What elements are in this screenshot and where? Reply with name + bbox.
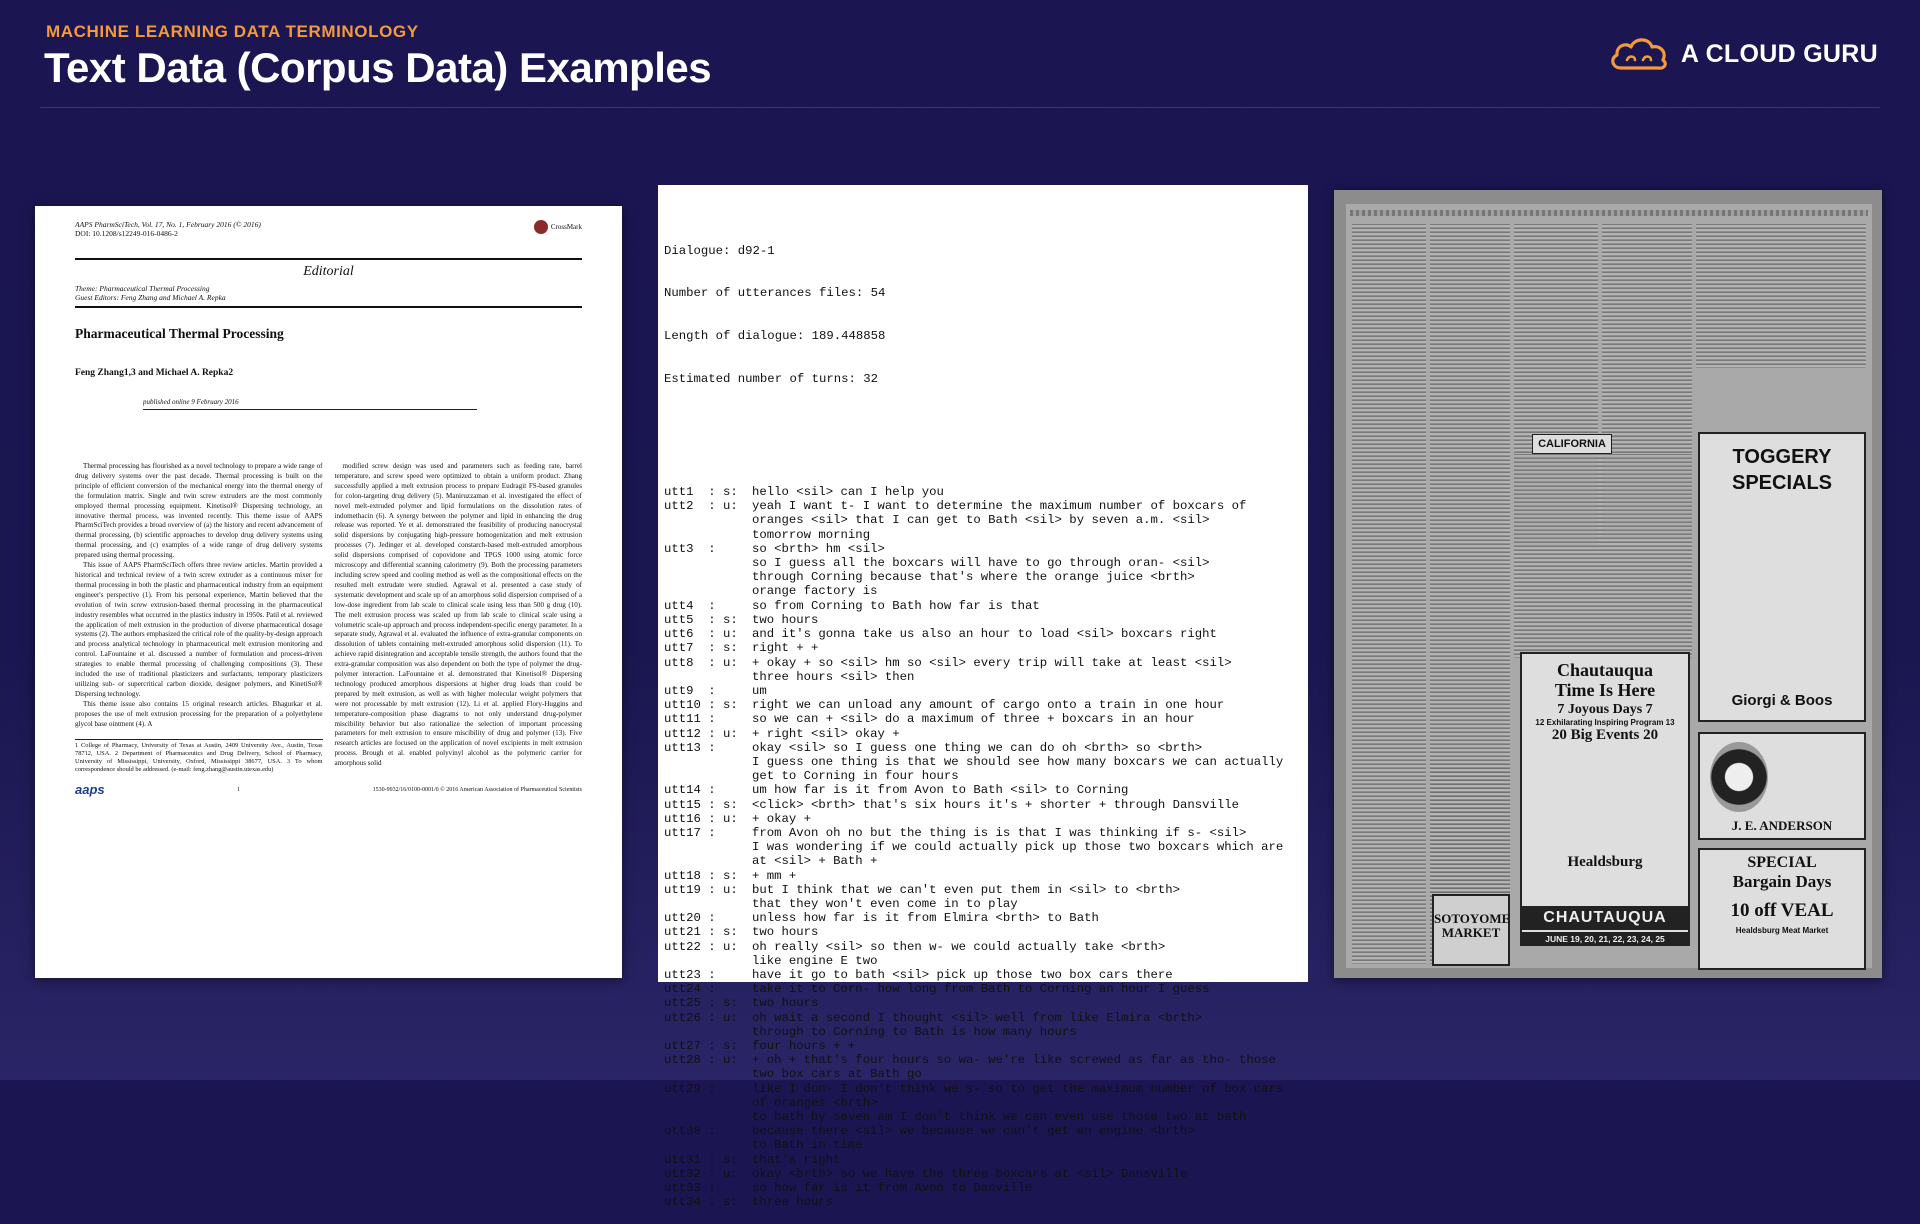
utterance-row (664, 982, 1302, 996)
utterance-speaker: utt25 : s: (664, 996, 738, 1011)
utterance-row (664, 599, 1302, 613)
paper-title: Pharmaceutical Thermal Processing (75, 326, 284, 341)
utterance-text: two hours (752, 996, 819, 1011)
utterance-text: so <brth> hm <sil> so I guess all the boxcars will have to go through oran- <sil> through Corning because that's where the orange juice <brth> orange factory is (752, 541, 1210, 599)
utterance-row (664, 911, 1302, 925)
theme-line: Theme: Pharmaceutical Thermal Processing (75, 284, 210, 293)
utterance-row (664, 1053, 1302, 1081)
crossmark-label: CrossMark (550, 223, 582, 231)
header-divider (40, 107, 1880, 108)
utterance-text: + right <sil> okay + (752, 726, 900, 741)
utterance-row (664, 1153, 1302, 1167)
paper-column-left (75, 462, 323, 774)
paper-authors: Feng Zhang1,3 and Michael A. Repka2 (75, 368, 234, 378)
utterance-speaker: utt24 : (664, 982, 716, 997)
utterance-text: um (752, 683, 767, 698)
utterance-text: oh really <sil> so then w- we could actually take <brth> like engine E two (752, 939, 1166, 968)
chautauqua-banner: CHAUTAUQUA (1522, 906, 1688, 930)
paragraph: This issue of AAPS PharmSciTech offers three review articles. Martin provided a historical and technical review of a twin screw extruder as a continuous mixer for thermal processing in both the plastic and pharmaceutical industry from an equipment engineer's perspective (1). From his personal experience, Martin believed that the evolution of twin screw extrusion-based thermal processing in the pharmaceutical industry resembles what occurred in the plastics industry in 1950s. Patil et al. reviewed the application of melt extrusion in the production of diverse pharmaceutical dosage systems (2). The authors emphasized the critical role of the quality-by-design approach and process analytical technology in pharmaceutical melt extrusion monitoring and control. LaFountaine et al. discussed a number of formulation and process-driven strategies to enable thermal processing of challenging compositions (3). These included the use of traditional plasticizers and surfactants, temporary plasticizers utilizing sub- or supercritical carbon dioxide, designer polymers, and KinetiSol® Dispersing technology. (75, 561, 323, 698)
utterance-text: three hours (752, 1195, 834, 1210)
paper-column-right (335, 462, 583, 774)
bargain-days-heading: Bargain Days (1732, 872, 1832, 891)
utterance-speaker: utt12 : u: (664, 726, 738, 741)
utterance-row (664, 783, 1302, 797)
dialogue-meta (664, 215, 1302, 414)
utterance-text: oh wait a second I thought <sil> well from like Elmira <brth> through to Corning to Bath is how many hours (752, 1010, 1203, 1039)
giorgi-label: Giorgi & Boos (1731, 692, 1833, 709)
utterance-text: right we can unload any amount of cargo onto a train in one hour (752, 698, 1225, 713)
utterance-row (664, 826, 1302, 869)
utterance-row (664, 869, 1302, 883)
utterance-row (664, 542, 1302, 599)
utterance-speaker: utt18 : s: (664, 868, 738, 883)
utterance-speaker: utt11 : (664, 712, 716, 727)
dialogue-transcript (658, 185, 1308, 1210)
california-ad: CALIFORNIA (1532, 434, 1612, 454)
text-column (1352, 224, 1426, 964)
utterance-row (664, 940, 1302, 968)
newspaper-scan (1334, 190, 1882, 978)
utterance-row (664, 499, 1302, 542)
section-label: Editorial (303, 264, 354, 279)
anderson-ad (1698, 732, 1866, 840)
utterance-text: and it's gonna take us also an hour to load <sil> boxcars right (752, 627, 1217, 642)
eyebrow-label: MACHINE LEARNING DATA TERMINOLOGY (46, 22, 419, 41)
utterance-row (664, 656, 1302, 684)
utterance-row (664, 996, 1302, 1010)
text-column (1514, 454, 1692, 658)
utterance-speaker: utt5 : s: (664, 612, 738, 627)
utterance-text: two hours (752, 925, 819, 940)
utterance-text: four hours + + (752, 1038, 856, 1053)
doi: DOI: 10.1208/s12249-016-0486-2 (75, 229, 178, 238)
sotoyome-market-ad: SOTOYOME MARKET (1432, 894, 1510, 966)
masthead-strip (1350, 210, 1868, 216)
utterance-row (664, 925, 1302, 939)
utterance-row (664, 627, 1302, 641)
meat-market-label: Healdsburg Meat Market (1735, 926, 1829, 935)
utterance-row (664, 883, 1302, 911)
utterance-text: yeah I want t- I want to determine the maximum number of boxcars of oranges <sil> that I can get to Bath <sil> by seven a.m. <sil> tomorrow morning (752, 499, 1247, 542)
utterance-text: from Avon oh no but the thing is is that I was thinking if s- <sil> I was wondering if we could actually pick up those two boxcars which are at <sil> + Bath + (752, 825, 1284, 869)
utterance-row (664, 812, 1302, 826)
cloud-icon (1607, 34, 1671, 74)
utterance-row (664, 1181, 1302, 1195)
guest-editors-line: Guest Editors: Feng Zhang and Michael A. Repka (75, 293, 226, 302)
paper-body (75, 462, 582, 774)
utterance-speaker: utt17 : (664, 825, 716, 840)
aaps-logo: aaps (75, 782, 105, 798)
utterance-text: hello <sil> can I help you (752, 485, 944, 500)
utterance-text: okay <sil> so I guess one thing we can do oh <brth> so <brth> I guess one thing is that we should see how many boxcars we can actually get to Corning in four hours (752, 740, 1284, 784)
utterance-speaker: utt7 : s: (664, 641, 738, 656)
a-cloud-guru-logo (1607, 34, 1878, 74)
utterance-speaker: utt1 : s: (664, 485, 738, 500)
logo-text: A CLOUD GURU (1680, 39, 1878, 68)
page-number: 1 (237, 786, 241, 793)
utterance-row (664, 613, 1302, 627)
issn-line: 1530-9932/16/0100-0001/0 © 2016 American Association of Pharmaceutical Scientists (372, 786, 582, 793)
chautauqua-ad (1520, 652, 1690, 946)
utterance-speaker: utt10 : s: (664, 698, 738, 713)
utterance-row (664, 698, 1302, 712)
big-events: 20 Big Events 20 (1551, 727, 1659, 743)
utterance-row (664, 641, 1302, 655)
utterance-row (664, 1195, 1302, 1209)
utterance-row (664, 1124, 1302, 1152)
meta-line: Length of dialogue: 189.448858 (664, 329, 886, 344)
utterance-row (664, 1039, 1302, 1053)
utterance-text: + oh + that's four hours so wa- we're like screwed as far as tho- those two box cars at Bath go (752, 1053, 1276, 1082)
meta-line: Estimated number of turns: 32 (664, 371, 879, 386)
utterance-speaker: utt14 : (664, 783, 716, 798)
utterance-speaker: utt30 : (664, 1124, 716, 1139)
newspaper-page (1346, 204, 1872, 968)
utterance-speaker: utt4 : (664, 598, 716, 613)
footnotes: 1 College of Pharmacy, University of Texas at Austin, 2409 University Ave., Austin, Texas 78712, USA. 2 Department of Pharmaceutics and Drug Delivery, School of Pharmacy, University of Mississippi, University, Oxford, Mississippi 38677, USA. 3 To whom correspondence should be addressed. (e-mail: feng.zhang@austin.utexas.edu) (75, 739, 323, 774)
utterance-text: + okay + so <sil> hm so <sil> every trip will take at least <sil> three hours <sil> then (752, 655, 1232, 684)
utterance-text: <click> <brth> that's six hours it's + shorter + through Dansville (752, 797, 1240, 812)
utterance-speaker: utt15 : s: (664, 797, 738, 812)
utterance-speaker: utt8 : u: (664, 655, 738, 670)
utterance-text: + okay + (752, 811, 812, 826)
utterance-speaker: utt31 : s: (664, 1152, 738, 1167)
utterance-text: unless how far is it from Elmira <brth> to Bath (752, 911, 1099, 926)
utterance-text: two hours (752, 612, 819, 627)
utterance-speaker: utt32 : u: (664, 1166, 738, 1181)
utterance-list (664, 485, 1302, 1209)
toggery-heading: TOGGERY SPECIALS (1731, 446, 1833, 494)
utterance-text: um how far is it from Avon to Bath <sil> to Corning (752, 783, 1129, 798)
utterance-row (664, 1011, 1302, 1039)
utterance-speaker: utt6 : u: (664, 627, 738, 642)
paper-footer (75, 782, 582, 797)
utterance-speaker: utt2 : u: (664, 499, 738, 514)
utterance-speaker: utt16 : u: (664, 811, 738, 826)
utterance-row (664, 1167, 1302, 1181)
utterance-text: okay <brth> so we have the three boxcars at <sil> Dansville (752, 1166, 1188, 1181)
utterance-speaker: utt22 : u: (664, 939, 738, 954)
paragraph: modified screw design was used and parameters such as feeding rate, barrel temperature, and screw speed were optimized to obtain a uniform product. Zhang successfully applied a melt extrusion process to prepare Eudragit FS-based granules for colon-targeting drug delivery (5). Maniruzzaman et al. investigated the effect of novel melt-extruded polymer and lipid formulations on the dissolution rates of indomethacin (6). A synergy between the polymer and lipid in enhancing the drug release was reported. Ye et al. demonstrated the feasibility of producing nanocrystal solid dispersions by conjugating high-pressure homogenization and melt extrusion processes (7). Jedinger et al. developed constarch-based melt-extruded amorphous solid dispersions comprised of copovidone and TPGS 1000 using atomic force microscopy and differential scanning calorimetry (9). Both the processing parameters including screw speed and cooling method as well as the compositional effects on the resulted melt extrudate were studied. Agrawal et al. presented a case study of systematic development and scale up of an amorphous solid dispersion comprised of a low-dose ingredient from lab scale to clinical scale using less than 500 g drug (10). The melt extrusion process was scaled up from lab scale to clinical scale using a volumetric scale-up approach and process independent-specific energy parameter. In a separate study, Agrawal et al. evaluated the influence of extra-granular components on dissolution of tablets containing melt-extruded amorphous solid dispersion (11). To achieve rapid disintegration and acceptable tensile strength, the authors found that the extra-granular composition was also dependent on both the type of polymer the drug-polymer interaction. LaFountaine et al. demonstrated that Kinetisol® Dispersing technology produced amorphous dispersions at higher drug loads than could be prepared by melt extrusion, as well as with higher molecular weight polymers that were not processable by melt extrusion (12). Li et al. applied Flory-Huggins and temperature-composition phase diagrams to not only understand drug-polymer miscibility behavior but also rationalize the selection of important processing parameters for melt extrusion to ensure miscibility of drug and polymer (13). Five research articles are focused on the application of novel excipients in melt extrusion process. Brough et al. enabled polyvinyl alcohol as the polymeric carrier for amorphous solid (334, 462, 582, 768)
paper-example (35, 206, 622, 978)
utterance-speaker: utt27 : s: (664, 1038, 738, 1053)
utterance-speaker: utt34 : s: (664, 1195, 738, 1210)
utterance-speaker: utt33 : (664, 1181, 716, 1196)
utterance-speaker: utt13 : (664, 740, 716, 755)
paragraph: This theme issue also contains 15 original research articles. Bhagurkar et al. proposes the use of melt extrusion processing for the preparation of a polyethylene glycol base ointment (4). A (75, 699, 323, 728)
utterance-speaker: utt23 : (664, 967, 716, 982)
utterance-row (664, 727, 1302, 741)
tire-image (1710, 742, 1768, 812)
anderson-label: J. E. ANDERSON (1731, 818, 1833, 833)
utterance-row (664, 798, 1302, 812)
journal-line: AAPS PharmSciTech, Vol. 17, No. 1, February 2016 (© 2016) (75, 220, 261, 229)
crossmark-badge (534, 220, 582, 234)
utterance-speaker: utt26 : u: (664, 1010, 738, 1025)
utterance-row (664, 968, 1302, 982)
joyous-days: 7 Joyous Days 7 (1557, 702, 1653, 717)
text-column (1696, 224, 1866, 368)
toggery-specials-ad (1698, 432, 1866, 722)
meta-line: Dialogue: d92-1 (664, 243, 775, 258)
utterance-speaker: utt9 : (664, 683, 716, 698)
utterance-text: right + + (752, 641, 819, 656)
rule-top (75, 258, 582, 260)
healdsburg-label: Healdsburg (1567, 854, 1643, 870)
utterance-row (664, 684, 1302, 698)
utterance-text: so how far is it from Avon to Danville (752, 1181, 1033, 1196)
special-heading: SPECIAL (1747, 854, 1817, 871)
utterance-text: so we can + <sil> do a maximum of three + boxcars in an hour (752, 712, 1195, 727)
utterance-text: have it go to bath <sil> pick up those two box cars there (752, 967, 1173, 982)
chautauqua-title: Chautauqua Time Is Here (1554, 660, 1656, 700)
chautauqua-dates: JUNE 19, 20, 21, 22, 23, 24, 25 (1522, 932, 1688, 946)
utterance-text: take it to Corn- how long from Bath to Corning an hour I guess (752, 982, 1210, 997)
program-line: 12 Exhilarating Inspiring Program 13 (1535, 718, 1675, 727)
utterance-text: so from Corning to Bath how far is that (752, 598, 1040, 613)
meta-line: Number of utterances files: 54 (664, 286, 886, 301)
utterance-speaker: utt3 : (664, 541, 716, 556)
crossmark-icon (534, 220, 548, 234)
utterance-row (664, 485, 1302, 499)
bargain-days-ad (1698, 848, 1866, 970)
paragraph: Thermal processing has flourished as a novel technology to prepare a wide range of drug delivery systems over the past decade. Thermal processing is built on the principle of efficient conversion of the mechanical energy into the thermal energy of the formulation matrix. Single and twin screw extruders are the most commonly employed thermal processing equipment. Kinetisol® Dispersing technology, an innovative thermal process, was invented recently. This theme issue of AAPS PharmSciTech provides a broad overview of (a) the history and recent advancement of thermal processing, (b) scientific approaches to develop drug delivery systems using thermal processing, and (c) examples of a wide range of drug delivery systems prepared using thermal processing. (75, 462, 323, 560)
utterance-speaker: utt20 : (664, 911, 716, 926)
utterance-row (664, 741, 1302, 784)
published-line: published online 9 February 2016 (143, 398, 477, 410)
utterance-speaker: utt29 : (664, 1081, 716, 1096)
utterance-text: because there <sil> we because we can't get an engine <brth> to Bath in time (752, 1124, 1195, 1153)
utterance-text: + mm + (752, 868, 797, 883)
slide-title: Text Data (Corpus Data) Examples (44, 44, 712, 91)
utterance-text: that's right (752, 1152, 841, 1167)
utterance-row (664, 712, 1302, 726)
utterance-text: but I think that we can't even put them in <sil> to <brth> that they won't even come in to play (752, 882, 1181, 911)
veal-offer: 10 off VEAL (1730, 900, 1834, 921)
utterance-row (664, 1082, 1302, 1125)
rule-bottom (75, 306, 582, 308)
utterance-speaker: utt19 : u: (664, 882, 738, 897)
utterance-text: like I don- I don't think we s- so to get the maximum number of box cars of oranges <brth> to bath by seven am I don't think we can even use those two at bath (752, 1081, 1284, 1124)
utterance-speaker: utt21 : s: (664, 925, 738, 940)
utterance-speaker: utt28 : u: (664, 1053, 738, 1068)
